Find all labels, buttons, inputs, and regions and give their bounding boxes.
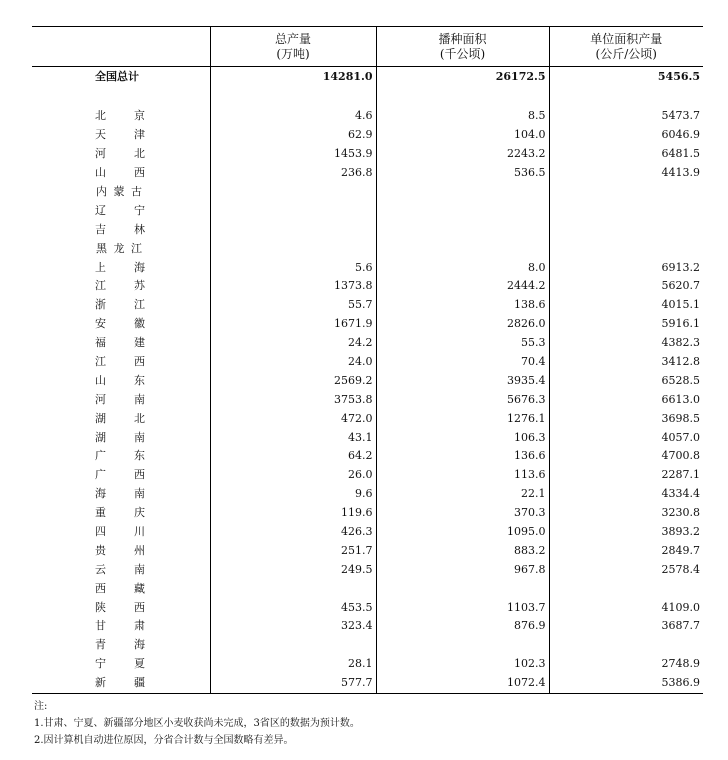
table-row: [32, 447, 703, 466]
region-name: 山西: [95, 166, 145, 180]
region-cell: [32, 353, 210, 372]
yield-value: 4382.3: [549, 334, 703, 353]
region-cell: [32, 541, 210, 560]
yield-value: 6613.0: [549, 390, 703, 409]
sown-area-value: 1276.1: [376, 409, 549, 428]
yield-value: 3412.8: [549, 353, 703, 372]
table-row: [32, 504, 703, 523]
region-cell: [32, 598, 210, 617]
yield-value: 5386.9: [549, 674, 703, 693]
statistics-document: [32, 26, 703, 749]
region-name: 湖北: [95, 411, 145, 425]
yield-value: [549, 636, 703, 655]
table-row: [32, 523, 703, 542]
yield-value: 4334.4: [549, 485, 703, 504]
region-name: 四川: [95, 525, 145, 539]
table-row: [32, 541, 703, 560]
table-row: [32, 353, 703, 372]
table-row: [32, 598, 703, 617]
region-cell: [32, 258, 210, 277]
table-row: [32, 277, 703, 296]
sown-area-value: 883.2: [376, 541, 549, 560]
production-value: 62.9: [210, 126, 376, 145]
sown-area-value: 113.6: [376, 466, 549, 485]
national-total-area: 26172.5: [376, 67, 549, 87]
table-row: [32, 315, 703, 334]
production-value: 251.7: [210, 541, 376, 560]
table-row: [32, 183, 703, 202]
region-cell: [32, 504, 210, 523]
region-name: 内蒙古: [96, 185, 142, 198]
production-value: 9.6: [210, 485, 376, 504]
region-cell: [32, 315, 210, 334]
table-row: [32, 409, 703, 428]
national-total-row: [32, 67, 703, 87]
table-row: [32, 201, 703, 220]
production-value: 472.0: [210, 409, 376, 428]
table-row: [32, 334, 703, 353]
spacer-cell: [210, 86, 376, 107]
region-cell: [32, 390, 210, 409]
yield-value: 3230.8: [549, 504, 703, 523]
region-cell: [32, 334, 210, 353]
yield-value: 5916.1: [549, 315, 703, 334]
region-cell: [32, 145, 210, 164]
production-value: 28.1: [210, 655, 376, 674]
region-name: 河北: [95, 147, 145, 161]
region-name: 西藏: [95, 581, 145, 595]
yield-value: 4700.8: [549, 447, 703, 466]
yield-value: 2287.1: [549, 466, 703, 485]
header-total-production-unit: (万吨): [276, 46, 310, 61]
table-row: [32, 674, 703, 693]
region-name: 云南: [95, 562, 145, 576]
table-row: [32, 390, 703, 409]
header-yield-per-area-unit: (公斤/公顷): [595, 46, 657, 61]
sown-area-value: 55.3: [376, 334, 549, 353]
spacer-cell: [549, 86, 703, 107]
yield-value: 4057.0: [549, 428, 703, 447]
sown-area-value: [376, 201, 549, 220]
yield-value: [549, 220, 703, 239]
production-value: 2569.2: [210, 371, 376, 390]
header-sown-area-title: 播种面积: [438, 31, 487, 46]
footnote-1: 1.甘肃、宁夏、新疆部分地区小麦收获尚未完成，3省区的数据为预计数。: [34, 717, 360, 729]
yield-value: 6046.9: [549, 126, 703, 145]
region-name: 江苏: [95, 279, 145, 293]
region-cell: [32, 674, 210, 693]
header-yield-per-area: [549, 27, 703, 67]
production-value: 3753.8: [210, 390, 376, 409]
production-value: 24.0: [210, 353, 376, 372]
table-row: [32, 126, 703, 145]
sown-area-value: 104.0: [376, 126, 549, 145]
production-value: [210, 579, 376, 598]
production-value: 119.6: [210, 504, 376, 523]
wheat-production-table: [32, 26, 703, 694]
sown-area-value: 1103.7: [376, 598, 549, 617]
region-cell: [32, 296, 210, 315]
yield-value: [549, 201, 703, 220]
region-name: 天津: [95, 128, 145, 142]
yield-value: 3698.5: [549, 409, 703, 428]
production-value: 26.0: [210, 466, 376, 485]
production-value: [210, 201, 376, 220]
sown-area-value: 5676.3: [376, 390, 549, 409]
table-body: [32, 67, 703, 694]
region-name: 重庆: [95, 506, 145, 520]
sown-area-value: 22.1: [376, 485, 549, 504]
sown-area-value: 1072.4: [376, 674, 549, 693]
national-total-yield: 5456.5: [549, 67, 703, 87]
region-cell: [32, 201, 210, 220]
table-row: [32, 579, 703, 598]
region-name: 宁夏: [95, 657, 145, 671]
production-value: 64.2: [210, 447, 376, 466]
region-name: 北京: [95, 109, 145, 123]
sown-area-value: 138.6: [376, 296, 549, 315]
table-row: [32, 655, 703, 674]
spacer-cell: [376, 86, 549, 107]
national-total-label: 全国总计: [95, 69, 139, 83]
region-cell: [32, 239, 210, 258]
region-cell: [32, 371, 210, 390]
sown-area-value: 8.5: [376, 107, 549, 126]
sown-area-value: 8.0: [376, 258, 549, 277]
table-row: [32, 107, 703, 126]
sown-area-value: 102.3: [376, 655, 549, 674]
sown-area-value: [376, 636, 549, 655]
yield-value: 4109.0: [549, 598, 703, 617]
region-cell: [32, 466, 210, 485]
table-row: [32, 296, 703, 315]
table-row: [32, 428, 703, 447]
table-row: [32, 164, 703, 183]
region-cell: [32, 277, 210, 296]
region-cell: [32, 485, 210, 504]
header-sown-area: [376, 27, 549, 67]
production-value: 5.6: [210, 258, 376, 277]
table-row: [32, 258, 703, 277]
sown-area-value: 370.3: [376, 504, 549, 523]
yield-value: 2849.7: [549, 541, 703, 560]
sown-area-value: 106.3: [376, 428, 549, 447]
sown-area-value: 2444.2: [376, 277, 549, 296]
footnote-2: 2.因计算机自动进位原因，分省合计数与全国数略有差异。: [34, 734, 294, 746]
sown-area-value: [376, 183, 549, 202]
region-name: 湖南: [95, 430, 145, 444]
production-value: 426.3: [210, 523, 376, 542]
region-name: 吉林: [95, 222, 145, 236]
sown-area-value: 1095.0: [376, 523, 549, 542]
production-value: 43.1: [210, 428, 376, 447]
production-value: 4.6: [210, 107, 376, 126]
sown-area-value: 136.6: [376, 447, 549, 466]
region-cell: [32, 164, 210, 183]
region-cell: [32, 655, 210, 674]
yield-value: 4015.1: [549, 296, 703, 315]
production-value: 1671.9: [210, 315, 376, 334]
production-value: 577.7: [210, 674, 376, 693]
table-row: [32, 485, 703, 504]
table-row: [32, 617, 703, 636]
sown-area-value: 967.8: [376, 560, 549, 579]
production-value: [210, 183, 376, 202]
table-row: [32, 636, 703, 655]
footnotes: [32, 698, 703, 749]
sown-area-value: 2243.2: [376, 145, 549, 164]
sown-area-value: 70.4: [376, 353, 549, 372]
sown-area-value: [376, 220, 549, 239]
region-name: 广西: [95, 468, 145, 482]
region-name: 贵州: [95, 543, 145, 557]
production-value: 236.8: [210, 164, 376, 183]
yield-value: 6913.2: [549, 258, 703, 277]
yield-value: 6528.5: [549, 371, 703, 390]
region-cell: [32, 560, 210, 579]
region-name: 福建: [95, 336, 145, 350]
yield-value: 2578.4: [549, 560, 703, 579]
production-value: 1373.8: [210, 277, 376, 296]
region-cell: [32, 523, 210, 542]
production-value: 453.5: [210, 598, 376, 617]
production-value: 1453.9: [210, 145, 376, 164]
header-yield-per-area-title: 单位面积产量: [590, 31, 663, 46]
region-cell: [32, 107, 210, 126]
yield-value: 3893.2: [549, 523, 703, 542]
table-row: [32, 466, 703, 485]
yield-value: 5473.7: [549, 107, 703, 126]
production-value: 24.2: [210, 334, 376, 353]
production-value: 249.5: [210, 560, 376, 579]
yield-value: 3687.7: [549, 617, 703, 636]
region-name: 广东: [95, 449, 145, 463]
sown-area-value: [376, 239, 549, 258]
region-name: 江西: [95, 355, 145, 369]
production-value: [210, 636, 376, 655]
table-row: [32, 371, 703, 390]
yield-value: 2748.9: [549, 655, 703, 674]
yield-value: 4413.9: [549, 164, 703, 183]
region-name: 安徽: [95, 317, 145, 331]
region-cell: [32, 447, 210, 466]
region-cell: [32, 409, 210, 428]
table-row: [32, 560, 703, 579]
yield-value: 5620.7: [549, 277, 703, 296]
sown-area-value: 536.5: [376, 164, 549, 183]
region-name: 黑龙江: [96, 241, 142, 255]
region-cell: [32, 183, 210, 202]
table-header-row: [32, 27, 703, 67]
region-name: 海南: [95, 487, 145, 501]
region-cell: [32, 220, 210, 239]
region-cell: [32, 579, 210, 598]
region-cell: [32, 617, 210, 636]
region-cell: [32, 636, 210, 655]
sown-area-value: 3935.4: [376, 371, 549, 390]
yield-value: [549, 239, 703, 258]
spacer-row: [32, 86, 703, 107]
header-region: [32, 27, 210, 67]
production-value: 55.7: [210, 296, 376, 315]
sown-area-value: [376, 579, 549, 598]
region-name: 新疆: [95, 676, 145, 690]
header-total-production-title: 总产量: [274, 31, 311, 46]
table-row: [32, 145, 703, 164]
yield-value: 6481.5: [549, 145, 703, 164]
region-cell: [32, 126, 210, 145]
region-name: 山东: [95, 373, 145, 387]
national-total-production: 14281.0: [210, 67, 376, 87]
region-name: 辽宁: [95, 203, 145, 217]
production-value: [210, 239, 376, 258]
header-sown-area-unit: (千公顷): [439, 46, 486, 61]
header-total-production: [210, 27, 376, 67]
sown-area-value: 2826.0: [376, 315, 549, 334]
production-value: [210, 220, 376, 239]
yield-value: [549, 579, 703, 598]
sown-area-value: 876.9: [376, 617, 549, 636]
region-cell: [32, 428, 210, 447]
region-name: 河南: [95, 392, 145, 406]
production-value: 323.4: [210, 617, 376, 636]
region-name: 青海: [95, 638, 145, 652]
region-name: 浙江: [95, 298, 145, 312]
national-total-label-cell: [32, 67, 210, 87]
region-name: 陕西: [95, 600, 145, 614]
spacer-cell: [32, 86, 210, 107]
region-name: 甘肃: [95, 619, 145, 633]
yield-value: [549, 183, 703, 202]
table-row: [32, 220, 703, 239]
table-row: [32, 239, 703, 258]
footnote-heading: 注:: [34, 700, 48, 712]
region-name: 上海: [95, 260, 145, 274]
